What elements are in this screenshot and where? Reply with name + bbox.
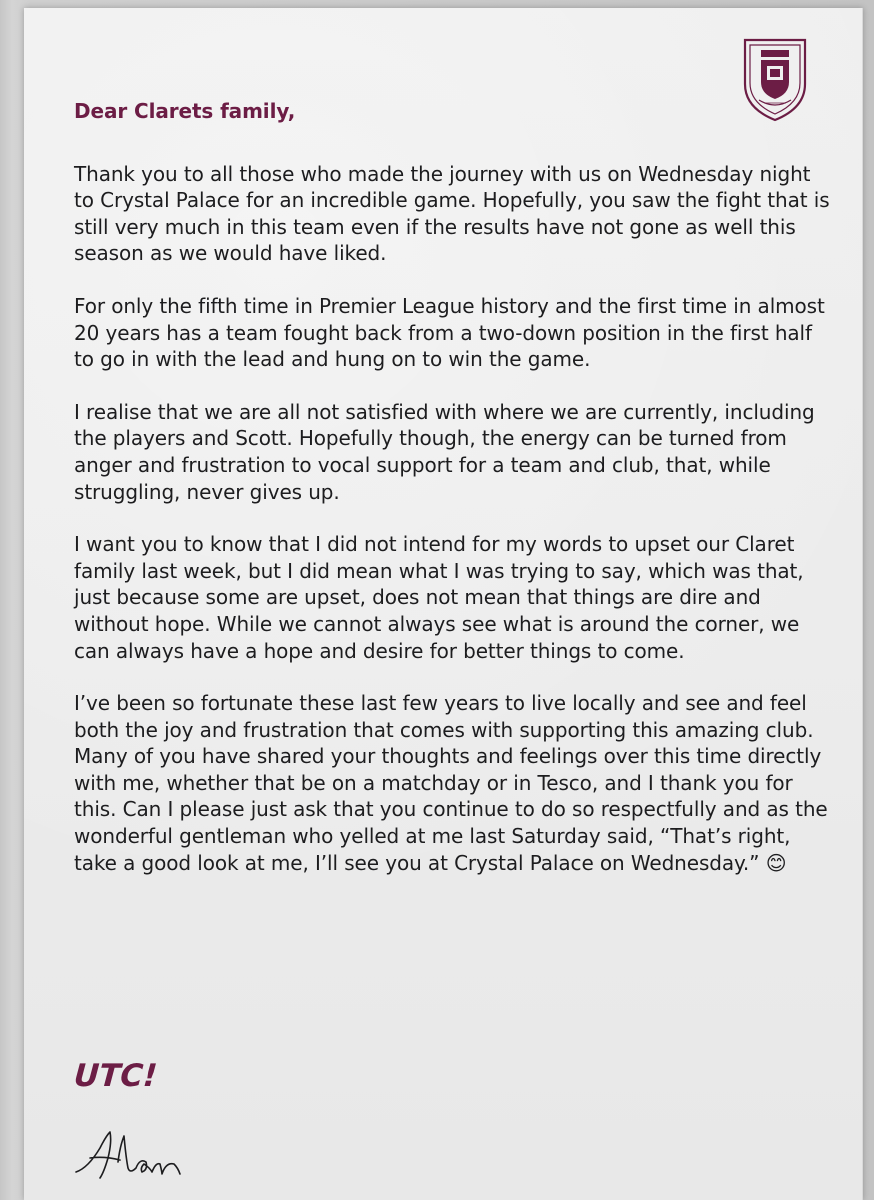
smile-emoji-icon: 😊 <box>765 850 787 875</box>
letter-paragraph-4: I want you to know that I did not intend for my words to upset our Claret family last week, but I did mean what I was trying to say, which was that, just because some are upset, does not mean that things are dire and without hope. While we cannot always see what is around the corner, we can always have a hope and desire for better things to come. <box>74 532 804 663</box>
letter-paragraph-5 <box>74 690 834 876</box>
letter-paper <box>24 8 863 1200</box>
letter-paragraph-3: I realise that we are all not satisfied with where we are currently, including the players and Scott. Hopefully though, the energy can be turned from anger and frustration to vocal support for a team and club, that, while struggling, never gives up. <box>74 399 815 504</box>
handwritten-signature <box>70 1118 210 1188</box>
letter-paragraph-2: For only the fifth time in Premier League history and the first time in almost 20 years has a team fought back from a two-down position in the first half to go in with the lead and hung on to win the game. <box>74 293 825 372</box>
letter-body <box>74 98 834 902</box>
letter-paragraph-1: Thank you to all those who made the journey with us on Wednesday night to Crystal Palace for an incredible game. Hopefully, you saw the fight that is still very much in this team even if the results have not gone as well this season as we would have liked. <box>74 161 830 266</box>
letter-paragraph-5-text: I’ve been so fortunate these last few years to live locally and see and feel both the joy and frustration that comes with supporting this amazing club. Many of you have shared your thoughts and feelings over this time directly with me, whether that be on a matchday or in Tesco, and I thank you for this. Can I please just ask that you continue to do so respectfully and as the wonderful gentleman who yelled at me last Saturday said, “That’s right, take a good look at me, I’ll see you at Crystal Palace on Wednesday.” <box>74 691 828 875</box>
letter-salutation: Dear Clarets family, <box>74 99 296 123</box>
letter-signoff: UTC! <box>72 1058 159 1094</box>
